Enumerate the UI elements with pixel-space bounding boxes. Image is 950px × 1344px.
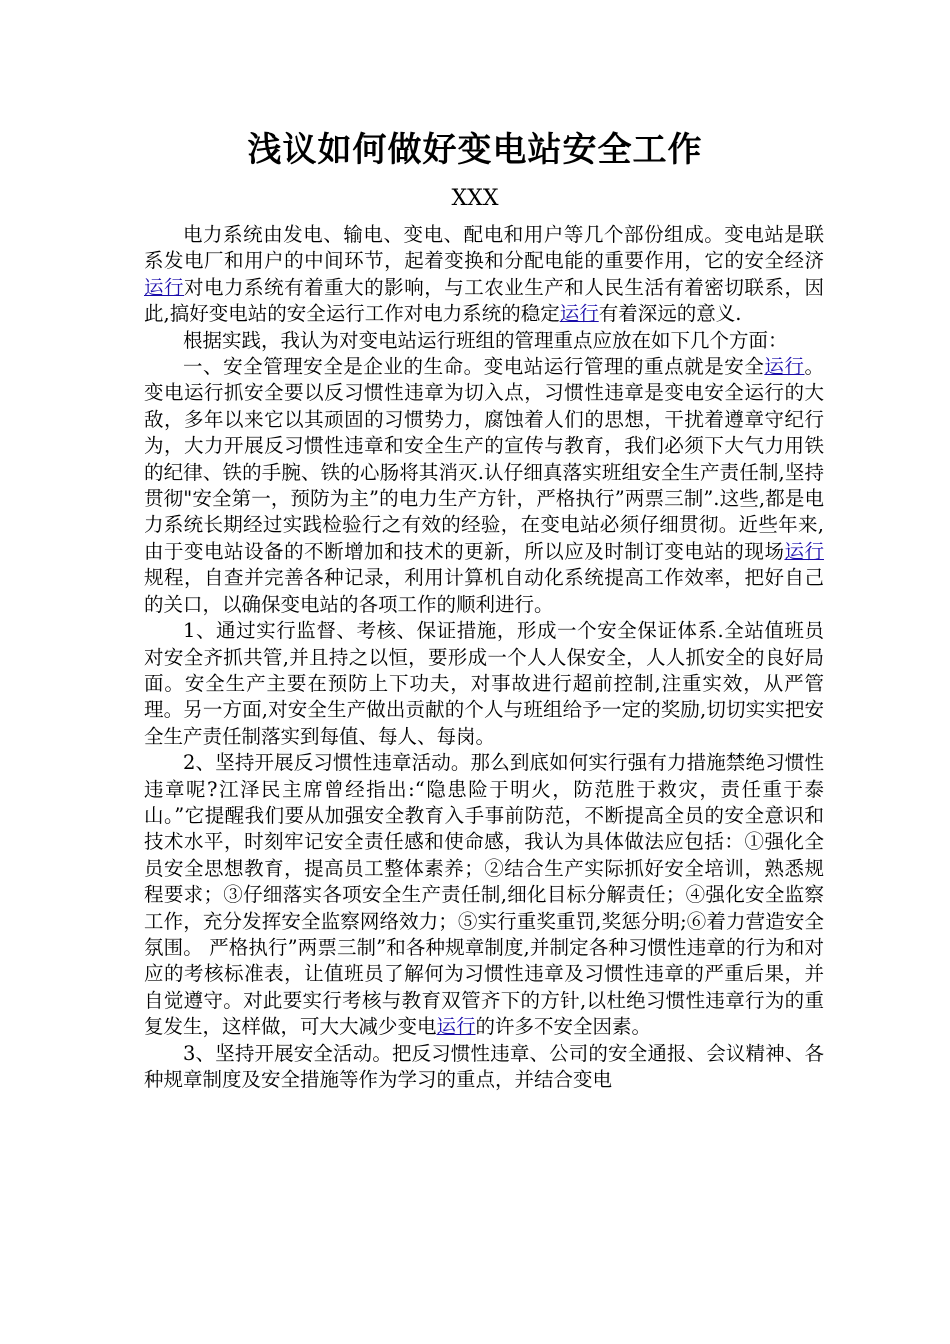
- hyperlink-yunxing[interactable]: 运行: [784, 539, 824, 563]
- document-title: 浅议如何做好变电站安全工作: [247, 130, 703, 170]
- paragraph-text: 一、安全管理安全是企业的生命。变电站运行管理的重点就是安全: [183, 355, 765, 379]
- paragraph-text: 2、坚持开展反习惯性违章活动。那么到底如何实行强有力措施禁绝习惯性违章呢?江泽民主席曾经指出:“隐患险于明火，防范胜于救灾，责任重于泰山。”它提醒我们要从加强安全教育入手事前防范，不断提高全员的安全意识和技术水平，时刻牢记安全责任感和使命感，我认为具体做法应包括：①强化全员安全思想教育，提高员工整体素养；②结合生产实际抓好安全培训，熟悉规程要求；③仔细落实各项安全生产责任制,细化目标分解责任；④强化安全监察工作，充分发挥安全监察网络效力；⑤实行重奖重罚,奖惩分明;⑥着力营造安全氛围。 严格执行”两票三制”和各种规章制度,并制定各种习惯性违章的行为和对应的考核标准表，让值班员了解何为习惯性违章及习惯性违章的严重后果，并自觉遵守。对此要实行考核与教育双管齐下的方针,以杜绝习惯性违章行为的重复发生，这样做，可大大减少变电: [144, 751, 824, 1039]
- paragraph-text: 规程，自查并完善各种记录，利用计算机自动化系统提高工作效率，把好自己的关口，以确保变电站的各项工作的顺利进行。: [144, 566, 824, 616]
- paragraph: [144, 1041, 824, 1094]
- paragraph-text: 3、坚持开展安全活动。把反习惯性违章、公司的安全通报、会议精神、各种规章制度及安全措施等作为学习的重点，并结合变电: [144, 1041, 824, 1091]
- hyperlink-yunxing[interactable]: 运行: [436, 1015, 476, 1039]
- paragraph-text: 有着深远的意义.: [598, 302, 742, 326]
- paragraph-text: 。变电运行抓安全要以反习惯性违章为切入点，习惯性违章是变电安全运行的大敌，多年以来它以其顽固的习惯势力，腐蚀着人们的思想，干扰着遵章守纪行为，大力开展反习惯性违章和安全生产的宣传与教育，我们必须下大气力用铁的纪律、铁的手腕、铁的心肠将其消灭.认仔细真落实班组安全生产责任制,坚持贯彻"安全第一，预防为主”的电力生产方针，严格执行”两票三制”.这些,都是电力系统长期经过实践检验行之有效的经验，在变电站必须仔细贯彻。近些年来,由于变电站设备的不断增加和技术的更新，所以应及时制订变电站的现场: [144, 355, 824, 563]
- paragraph-text: 对电力系统有着重大的影响，与工农业生产和人民生活有着密切联系，因此,搞好变电站的安全运行工作对电力系统的稳定: [144, 275, 824, 326]
- paragraph-text: 的许多不安全因素。: [475, 1015, 652, 1039]
- hyperlink-yunxing[interactable]: 运行: [559, 302, 599, 326]
- hyperlink-yunxing[interactable]: 运行: [144, 275, 185, 299]
- paragraph: [144, 750, 824, 1040]
- paragraph-text: 电力系统由发电、输电、变电、配电和用户等几个部份组成。变电站是联系发电厂和用户的中间环节，起着变换和分配电能的重要作用，它的安全经济: [144, 223, 824, 273]
- document-body: [144, 222, 824, 1093]
- paragraph: [144, 354, 824, 618]
- paragraph-text: 根据实践，我认为对变电站运行班组的管理重点应放在如下几个方面：: [183, 328, 788, 352]
- paragraph: [144, 328, 824, 354]
- paragraph: [144, 618, 824, 750]
- hyperlink-yunxing[interactable]: 运行: [764, 355, 805, 379]
- paragraph-text: 1、通过实行监督、考核、保证措施，形成一个安全保证体系.全站值班员对安全齐抓共管,并且持之以恒，要形成一个人人保安全，人人抓安全的良好局面。安全生产主要在预防上下功夫，对事故进行超前控制,注重实效，从严管理。另一方面,对安全生产做出贡献的个人与班组给予一定的奖励,切切实实把安全生产责任制落实到每值、每人、每岗。: [144, 619, 824, 748]
- author-name: XXX: [451, 186, 499, 211]
- paragraph: [144, 222, 824, 328]
